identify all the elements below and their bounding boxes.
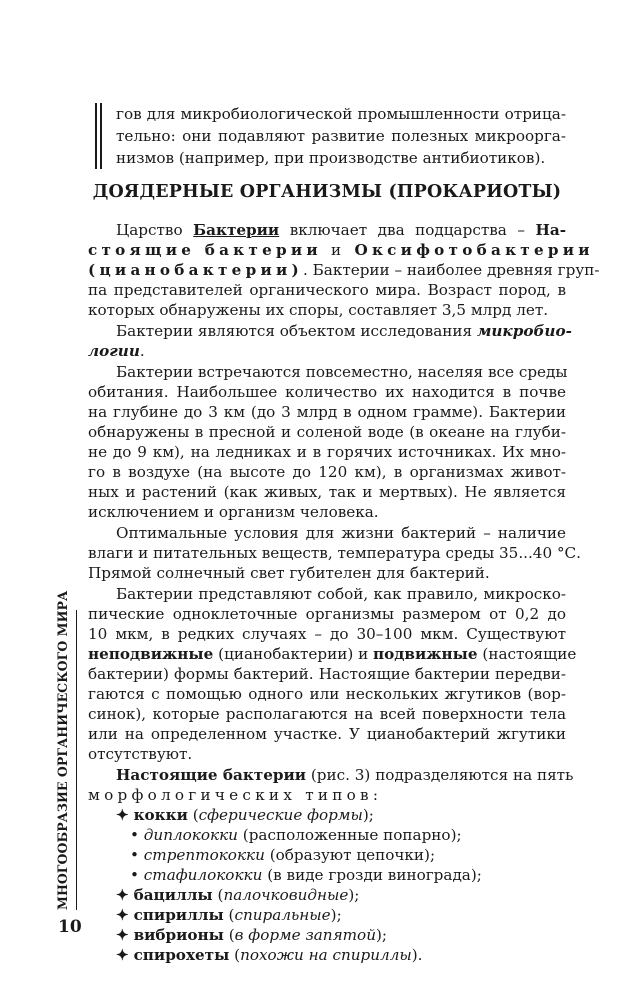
dot-bullet-icon: • xyxy=(130,826,139,844)
term-immobile: неподвижные xyxy=(88,645,214,663)
text-line xyxy=(116,220,566,240)
text-line: морфологических типов: xyxy=(88,786,383,804)
star-bullet-icon: ✦ xyxy=(116,886,129,904)
bar-right xyxy=(100,103,102,169)
term-mobile: подвижные xyxy=(373,645,478,663)
term-cyanobacteria: (цианобактерии) xyxy=(88,261,303,279)
text-span: Бактерии являются объектом исследования xyxy=(116,322,477,340)
list-item xyxy=(130,845,608,865)
list-item: ✦ вибрионы (в форме запятой); xyxy=(116,926,388,944)
list-item: ✦ спирохеты (похожи на спириллы). xyxy=(116,946,423,964)
text-line: гов для микробиологической промышленности отрица- xyxy=(116,105,566,123)
term-span: стрептококки xyxy=(143,846,265,864)
text-span: . xyxy=(139,342,145,360)
text-line: низмов (например, при производстве антибиотиков). xyxy=(116,149,546,167)
section-heading: ДОЯДЕРНЫЕ ОРГАНИЗМЫ (ПРОКАРИОТЫ) xyxy=(92,182,562,202)
text-line: 10 мкм, в редких случаях – до 30–100 мкм. Существуют xyxy=(88,625,566,643)
term-true-bacteria: Настоящие бактерии xyxy=(116,766,307,784)
text-span: (расположенные попарно); xyxy=(237,826,462,844)
text-line: Оптимальные условия для жизни бактерий – наличие xyxy=(116,524,566,542)
text-span: (настоящие xyxy=(477,645,577,663)
term-span: На- xyxy=(535,221,567,239)
text-line: или на определенном участке. У цианобактерий жгутики xyxy=(88,725,566,743)
bar-left xyxy=(95,103,97,169)
text-span: (рис. 3) подразделяются на пять xyxy=(306,766,574,784)
term-span: вибрионы xyxy=(133,926,224,944)
term-span: стафилококки xyxy=(143,866,263,884)
text-span: палочковидные xyxy=(223,886,349,904)
text-line: Бактерии встречаются повсеместно, населяя все среды xyxy=(116,363,568,381)
list-item: ✦ спириллы (спиральные); xyxy=(116,906,342,924)
term-bacteria: Бактерии xyxy=(193,221,280,239)
term-span: спириллы xyxy=(133,906,224,924)
text-span: . Бактерии – наиболее древняя груп- xyxy=(302,261,600,279)
text-line: го в воздухе (на высоте до 120 км), в организмах живот- xyxy=(88,463,566,481)
continuation-bars xyxy=(95,103,103,169)
star-bullet-icon: ✦ xyxy=(116,906,129,924)
dot-bullet-icon: • xyxy=(130,866,139,884)
text-span: Царство xyxy=(116,221,194,239)
text-line: Прямой солнечный свет губителен для бактерий. xyxy=(88,564,490,582)
list-item xyxy=(130,865,608,885)
text-line: которых обнаружены их споры, составляет 3,5 млрд лет. xyxy=(88,301,549,319)
star-bullet-icon: ✦ xyxy=(116,926,129,944)
side-rule xyxy=(76,610,77,910)
text-span: и xyxy=(321,241,355,259)
term-oxyphotobacteria: Оксифотобактерии xyxy=(354,241,594,259)
text-line: па представителей органического мира. Возраст пород, в xyxy=(88,281,566,299)
text-line: влаги и питательных веществ, температура среды 35...40 °С. xyxy=(88,544,582,562)
star-bullet-icon: ✦ xyxy=(116,806,129,824)
text-line: тельно: они подавляют развитие полезных микроорга- xyxy=(116,127,566,145)
text-line: синок), которые располагаются на всей поверхности тела xyxy=(88,705,566,723)
term-span: диплококки xyxy=(143,826,238,844)
text-span: в форме запятой xyxy=(234,926,376,944)
text-line xyxy=(88,260,600,280)
text-span: похожи на спириллы xyxy=(240,946,412,964)
text-line: обитания. Наибольшее количество их находится в почве xyxy=(88,383,566,401)
running-header-vertical: МНОГООБРАЗИЕ ОРГАНИЧЕСКОГО МИРА xyxy=(55,590,70,910)
term-span: спирохеты xyxy=(133,946,230,964)
text-line: на глубине до 3 км (до 3 млрд в одном грамме). Бактерии xyxy=(88,403,566,421)
text-line: ных и растений (как живых, так и мертвых). Не является xyxy=(88,483,566,501)
term-span: бациллы xyxy=(133,886,213,904)
page-number: 10 xyxy=(58,917,82,937)
star-bullet-icon: ✦ xyxy=(116,946,129,964)
text-span: (цианобактерии) и xyxy=(213,645,374,663)
term-span: логии xyxy=(88,342,140,360)
text-line: гаются с помощью одного или нескольких жгутиков (вор- xyxy=(88,685,566,703)
text-span: (в виде грозди винограда); xyxy=(262,866,482,884)
text-line: пические одноклеточные организмы размером от 0,2 до xyxy=(88,605,566,623)
term-span: кокки xyxy=(133,806,188,824)
text-line: не до 9 км), на ледниках и в горячих источниках. Их мно- xyxy=(88,443,566,461)
text-line xyxy=(88,644,577,664)
text-span: сферические формы xyxy=(198,806,363,824)
text-line xyxy=(88,240,594,260)
text-span: включает два подцарства – xyxy=(279,221,536,239)
text-line: Бактерии представляют собой, как правило, микроско- xyxy=(116,585,566,603)
list-item: ✦ бациллы (палочковидные); xyxy=(116,886,360,904)
text-line: бактерии) формы бактерий. Настоящие бактерии передви- xyxy=(88,665,566,683)
term-true-bacteria: стоящие бактерии xyxy=(88,241,322,259)
text-line xyxy=(116,321,572,341)
text-line: отсутствуют. xyxy=(88,745,193,763)
text-line xyxy=(88,341,566,361)
dot-bullet-icon: • xyxy=(130,846,139,864)
list-item: ✦ кокки (сферические формы); xyxy=(116,806,374,824)
text-line xyxy=(116,765,574,785)
text-line: обнаружены в пресной и соленой воде (в океане на глуби- xyxy=(88,423,566,441)
text-span: (образуют цепочки); xyxy=(264,846,436,864)
text-line: исключением и организм человека. xyxy=(88,503,379,521)
list-item xyxy=(130,825,608,845)
text-span: спиральные xyxy=(234,906,331,924)
term-microbiology: микробио- xyxy=(476,322,572,340)
